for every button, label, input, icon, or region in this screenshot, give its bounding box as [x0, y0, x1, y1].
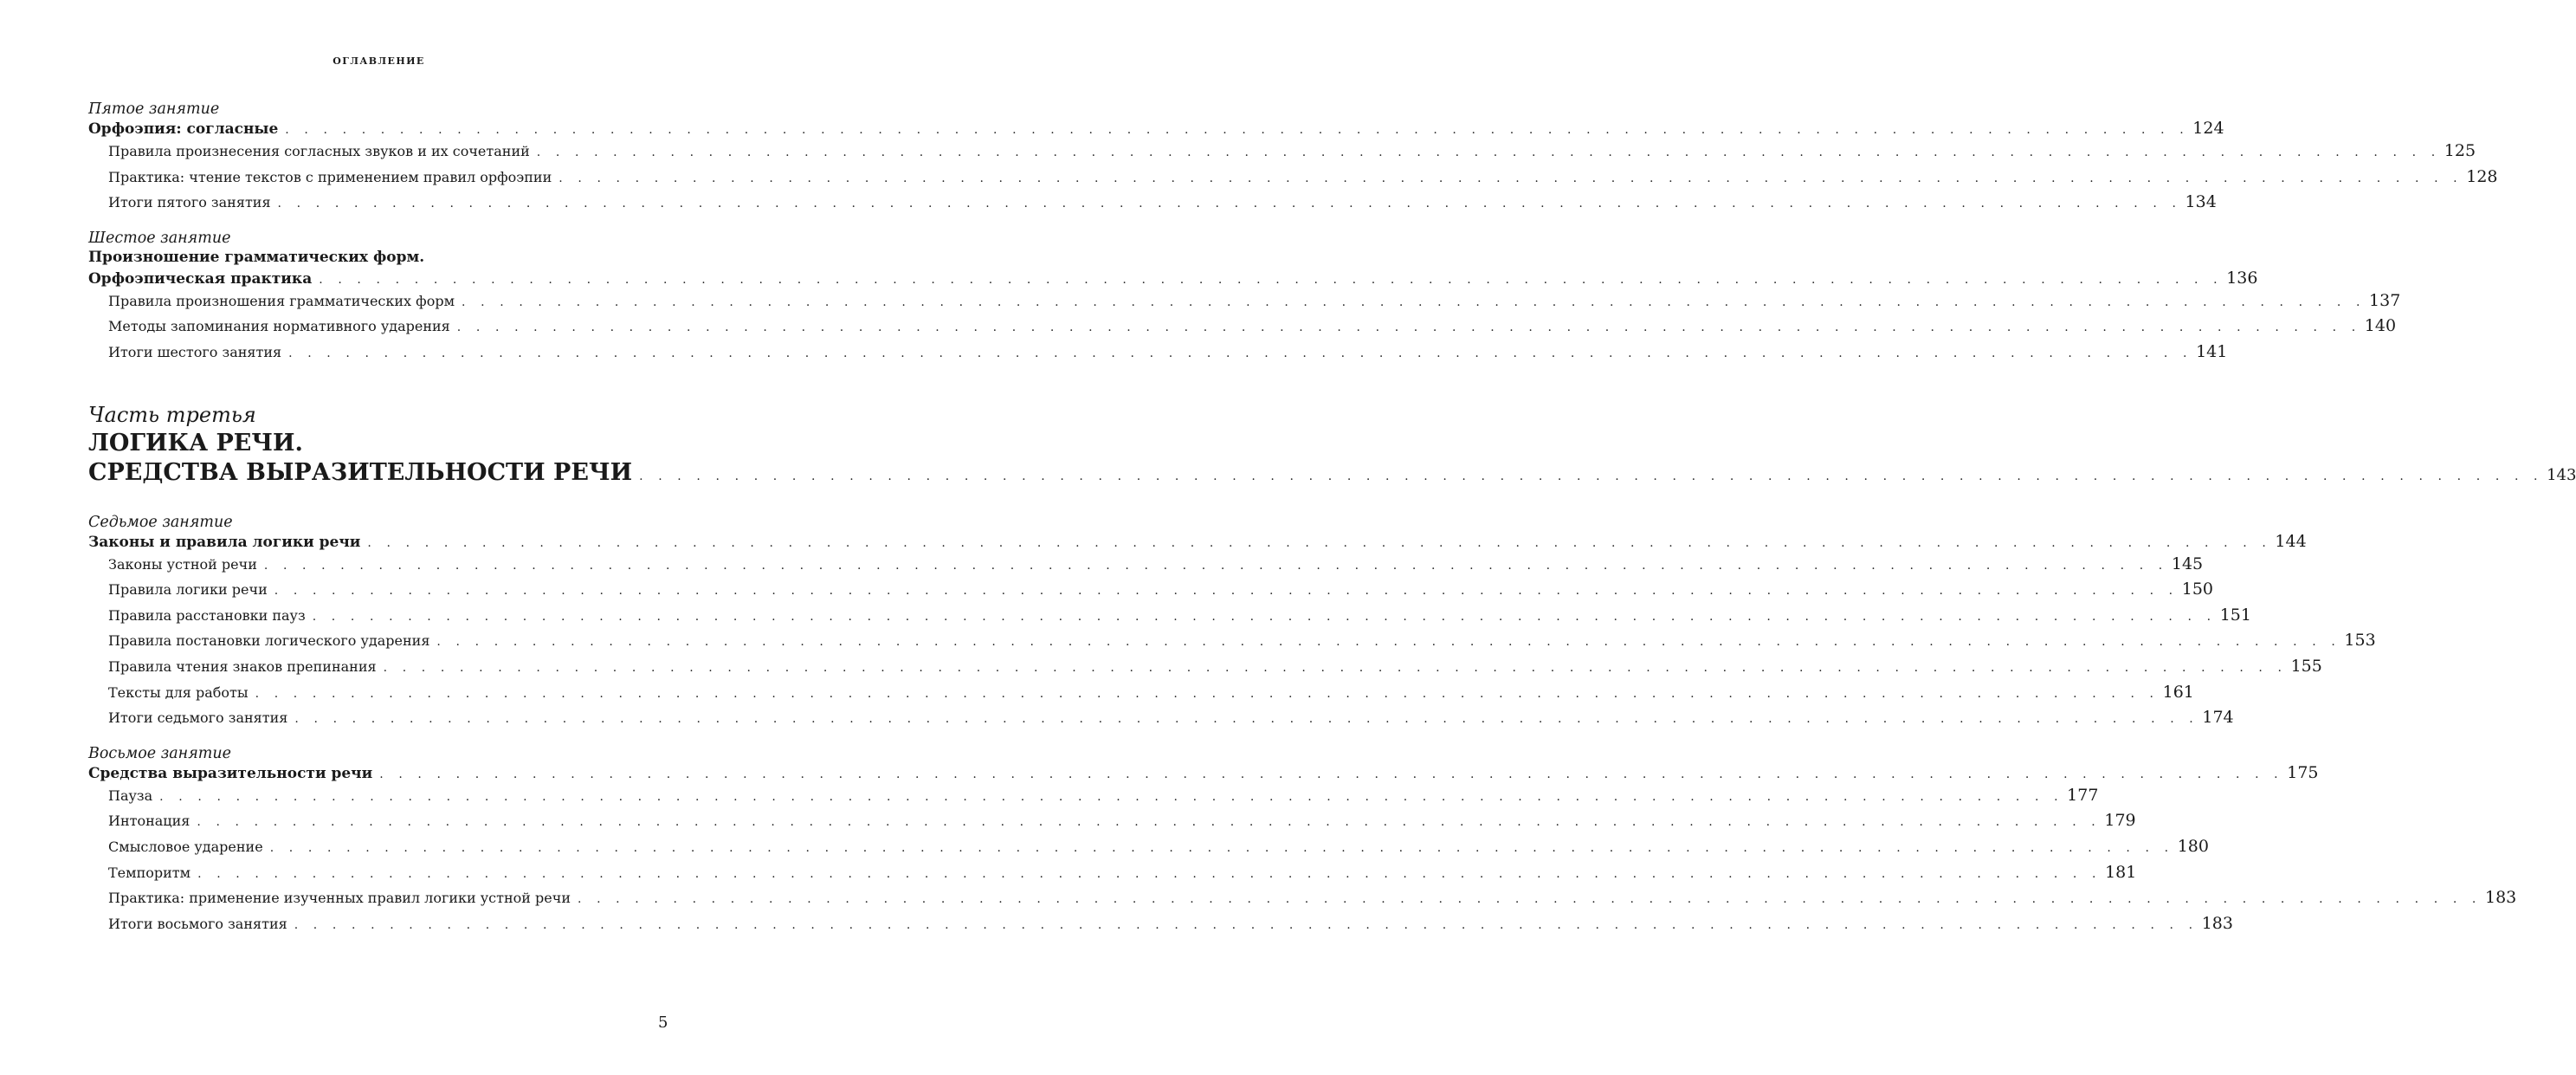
lesson-7-section: [88, 510, 2376, 731]
page-ref: 145: [2171, 554, 2204, 573]
page-ref: 181: [2105, 862, 2137, 882]
dot-leader: . . . . . . . . . . . . . . . . . . . . . . . . . . . . . . . . . . . . . . . . . . . . . . . . . . . . . . . . . . . . . . . . . . . . . . . . . . . . . . . . . . . . . . . . . . . . . . . . . . . .: [462, 295, 2366, 309]
dot-leader: . . . . . . . . . . . . . . . . . . . . . . . . . . . . . . . . . . . . . . . . . . . . . . . . . . . . . . . . . . . . . . . . . . . . . . . . . . . . . . . . . . . . . . . . . . . . . . . . . . . .: [274, 584, 2179, 599]
page-ref: 150: [2181, 580, 2214, 599]
toc-entry[interactable]: [88, 680, 2194, 706]
dot-leader: . . . . . . . . . . . . . . . . . . . . . . . . . . . . . . . . . . . . . . . . . . . . . . . . . . . . . . . . . . . . . . . . . . . . . . . . . . . . . . . . . . . . . . . . . . . . . . . . . . . .: [263, 558, 2168, 573]
page-ref: 161: [2162, 682, 2194, 702]
page-ref: 140: [2364, 316, 2397, 336]
dot-leader: . . . . . . . . . . . . . . . . . . . . . . . . . . . . . . . . . . . . . . . . . . . . . . . . . . . . . . . . . . . . . . . . . . . . . . . . . . . . . . . . . . . . . . . . . . . . . . . . . . . .: [456, 321, 2361, 335]
chapter-title: Законы и правила логики речи: [88, 533, 361, 551]
entry-title: Правила постановки логического ударения: [108, 632, 430, 650]
toc-entry[interactable]: [88, 190, 2217, 216]
toc-part-entry[interactable]: [88, 458, 2576, 488]
toc-entry[interactable]: [88, 628, 2376, 654]
entry-title: Итоги пятого занятия: [108, 194, 271, 211]
dot-leader: . . . . . . . . . . . . . . . . . . . . . . . . . . . . . . . . . . . . . . . . . . . . . . . . . . . . . . . . . . . . . . . . . . . . . . . . . . . . . . . . . . . . . . . . . . . . . . . . . . . .: [197, 866, 2102, 881]
entry-title: Интонация: [108, 813, 190, 830]
dot-leader: . . . . . . . . . . . . . . . . . . . . . . . . . . . . . . . . . . . . . . . . . . . . . . . . . . . . . . . . . . . . . . . . . . . . . . . . . . . . . . . . . . . . . . . . . . . . . . . . . . . .: [319, 272, 2224, 287]
entry-title: Пауза: [108, 787, 153, 804]
dot-leader: . . . . . . . . . . . . . . . . . . . . . . . . . . . . . . . . . . . . . . . . . . . . . . . . . . . . . . . . . . . . . . . . . . . . . . . . . . . . . . . . . . . . . . . . . . . . . . . . . . . .: [285, 123, 2190, 137]
page-ref: 125: [2444, 141, 2476, 160]
dot-leader: . . . . . . . . . . . . . . . . . . . . . . . . . . . . . . . . . . . . . . . . . . . . . . . . . . . . . . . . . . . . . . . . . . . . . . . . . . . . . . . . . . . . . . . . . . . . . . . . . . . .: [379, 767, 2284, 781]
page-ref: 153: [2344, 631, 2376, 651]
entry-title: Методы запоминания нормативного ударения: [108, 318, 450, 335]
entry-title: Правила логики речи: [108, 581, 268, 599]
table-of-contents: [88, 97, 2576, 947]
dot-leader: . . . . . . . . . . . . . . . . . . . . . . . . . . . . . . . . . . . . . . . . . . . . . . . . . . . . . . . . . . . . . . . . . . . . . . . . . . . . . . . . . . . . . . . . . . . . . . . . . . . .: [277, 197, 2182, 211]
page-ref: 134: [2185, 192, 2217, 212]
dot-leader: . . . . . . . . . . . . . . . . . . . . . . . . . . . . . . . . . . . . . . . . . . . . . . . . . . . . . . . . . . . . . . . . . . . . . . . . . . . . . . . . . . . . . . . . . . . . . . . . . . . .: [255, 686, 2160, 701]
page-ref: 183: [2201, 913, 2233, 933]
chapter-title: Средства выразительности речи: [88, 764, 373, 782]
toc-chapter-entry[interactable]: [88, 118, 2224, 139]
toc-entry[interactable]: [88, 340, 2228, 366]
toc-entry[interactable]: [88, 314, 2397, 340]
dot-leader: . . . . . . . . . . . . . . . . . . . . . . . . . . . . . . . . . . . . . . . . . . . . . . . . . . . . . . . . . . . . . . . . . . . . . . . . . . . . . . . . . . . . . . . . . . . . . . . . . . . .: [312, 609, 2217, 624]
toc-entry[interactable]: [88, 705, 2234, 731]
entry-title: Правила чтения знаков препинания: [108, 657, 377, 675]
part-label: Часть третья: [88, 402, 256, 427]
toc-entry[interactable]: [88, 139, 2476, 165]
entry-title: Законы устной речи: [108, 555, 257, 573]
entry-title: Итоги седьмого занятия: [108, 709, 288, 727]
toc-entry[interactable]: [88, 783, 2099, 809]
page-ref: 124: [2192, 119, 2224, 138]
page-ref: 183: [2484, 888, 2517, 908]
lesson-8-section: [88, 741, 2517, 937]
dot-leader: . . . . . . . . . . . . . . . . . . . . . . . . . . . . . . . . . . . . . . . . . . . . . . . . . . . . . . . . . . . . . . . . . . . . . . . . . . . . . . . . . . . . . . . . . . . . . . . . . . . .: [288, 346, 2193, 360]
page-ref: 174: [2202, 708, 2234, 728]
lesson-label: Восьмое занятие: [88, 744, 232, 762]
chapter-title-line1[interactable]: Произношение грамматических форм.: [88, 248, 425, 266]
part-3-heading: [88, 398, 2576, 488]
lesson-6-section: [88, 226, 2401, 366]
toc-entry[interactable]: [88, 654, 2322, 680]
dot-leader: . . . . . . . . . . . . . . . . . . . . . . . . . . . . . . . . . . . . . . . . . . . . . . . . . . . . . . . . . . . . . . . . . . . . . . . . . . . . . . . . . . . . . . . . . . . . . . . . . . . .: [558, 171, 2463, 185]
page-ref: 143: [2547, 465, 2576, 484]
page-ref: 144: [2275, 531, 2307, 551]
toc-entry[interactable]: [88, 860, 2137, 886]
toc-chapter-entry[interactable]: [88, 762, 2319, 783]
entry-title: Правила расстановки пауз: [108, 606, 306, 624]
lesson-label: Седьмое занятие: [88, 513, 233, 531]
entry-title: Смысловое ударение: [108, 838, 263, 855]
dot-leader: . . . . . . . . . . . . . . . . . . . . . . . . . . . . . . . . . . . . . . . . . . . . . . . . . . . . . . . . . . . . . . . . . . . . . . . . . . . . . . . . . . . . . . . . . . . . . . . . . . . .: [577, 892, 2482, 907]
entry-title: Тексты для работы: [108, 683, 249, 701]
dot-leader: . . . . . . . . . . . . . . . . . . . . . . . . . . . . . . . . . . . . . . . . . . . . . . . . . . . . . . . . . . . . . . . . . . . . . . . . . . . . . . . . . . . . . . . . . . . . . . . . . . . .: [383, 660, 2288, 675]
toc-entry[interactable]: [88, 603, 2251, 629]
entry-title: Итоги восьмого занятия: [108, 915, 287, 932]
toc-entry[interactable]: [88, 885, 2517, 911]
dot-leader: . . . . . . . . . . . . . . . . . . . . . . . . . . . . . . . . . . . . . . . . . . . . . . . . . . . . . . . . . . . . . . . . . . . . . . . . . . . . . . . . . . . . . . . . . . . . . . . . . . . .: [269, 840, 2174, 855]
page-ref: 177: [2067, 785, 2099, 805]
lesson-5-section: [88, 97, 2498, 216]
toc-chapter-entry[interactable]: [88, 268, 2258, 288]
page-ref: 179: [2104, 811, 2136, 831]
toc-entry[interactable]: [88, 165, 2498, 191]
dot-leader: . . . . . . . . . . . . . . . . . . . . . . . . . . . . . . . . . . . . . . . . . . . . . . . . . . . . . . . . . . . . . . . . . . . . . . . . . . . . . . . . . . . . . . . . . . . . . . . . . . . .: [536, 146, 2441, 159]
chapter-title: Орфоэпия: согласные: [88, 120, 279, 138]
toc-entry[interactable]: [88, 834, 2209, 860]
running-head: ОГЛАВЛЕНИЕ: [332, 55, 425, 67]
page-ref: 128: [2466, 166, 2498, 186]
page-ref: 155: [2290, 656, 2322, 676]
toc-entry[interactable]: [88, 288, 2401, 314]
dot-leader: . . . . . . . . . . . . . . . . . . . . . . . . . . . . . . . . . . . . . . . . . . . . . . . . . . . . . . . . . . . . . . . . . . . . . . . . . . . . . . . . . . . . . . . . . . . . . . . . . . . .: [159, 789, 2064, 804]
page-ref: 175: [2287, 762, 2319, 782]
dot-leader: . . . . . . . . . . . . . . . . . . . . . . . . . . . . . . . . . . . . . . . . . . . . . . . . . . . . . . . . . . . . . . . . . . . . . . . . . . . . . . . . . . . . . . . . . . . . . . . . . . . .: [294, 712, 2199, 727]
dot-leader: . . . . . . . . . . . . . . . . . . . . . . . . . . . . . . . . . . . . . . . . . . . . . . . . . . . . . . . . . . . . . . . . . . . . . . . . . . . . . . . . . . . . . . . . . . . . . . . . . . . .: [197, 815, 2101, 830]
entry-title: Правила произношения грамматических форм: [108, 292, 455, 309]
page-ref: 151: [2219, 605, 2251, 625]
chapter-title: Орфоэпическая практика: [88, 269, 313, 288]
dot-leader: . . . . . . . . . . . . . . . . . . . . . . . . . . . . . . . . . . . . . . . . . . . . . . . . . . . . . . . . . . . . . . . . . . . . . . . . . . . . . . . . . . . . . . . . . . . . . . . . . . . .: [436, 635, 2341, 650]
entry-title: Темпоритм: [108, 864, 191, 881]
lesson-label: Шестое занятие: [88, 229, 231, 247]
page-ref: 141: [2196, 341, 2228, 361]
page-ref: 137: [2369, 290, 2401, 310]
toc-entry[interactable]: [88, 808, 2136, 834]
page-number: 5: [658, 1013, 668, 1032]
entry-title: Практика: применение изученных правил логики устной речи: [108, 890, 571, 907]
dot-leader: . . . . . . . . . . . . . . . . . . . . . . . . . . . . . . . . . . . . . . . . . . . . . . . . . . . . . . . . . . . . . . . . . . . . . . . . . . . . . . . . . . . . . . . . . . . . . . . . . . . .: [367, 535, 2272, 550]
page-ref: 136: [2226, 268, 2258, 288]
entry-title: Итоги шестого занятия: [108, 343, 282, 360]
part-title: СРЕДСТВА ВЫРАЗИТЕЛЬНОСТИ РЕЧИ: [88, 458, 633, 486]
toc-chapter-entry[interactable]: [88, 531, 2307, 552]
entry-title: Правила произнесения согласных звуков и их сочетаний: [108, 143, 530, 159]
toc-entry[interactable]: [88, 577, 2214, 603]
part-title-line1[interactable]: ЛОГИКА РЕЧИ.: [88, 429, 303, 457]
lesson-label: Пятое занятие: [88, 100, 220, 118]
page-ref: 180: [2177, 836, 2209, 856]
dot-leader: . . . . . . . . . . . . . . . . . . . . . . . . . . . . . . . . . . . . . . . . . . . . . . . . . . . . . . . . . . . . . . . . . . . . . . . . . . . . . . . . . . . . . . . . . . . . . . . . . . . .: [639, 469, 2544, 483]
toc-entry[interactable]: [88, 552, 2204, 578]
toc-entry[interactable]: [88, 911, 2233, 937]
dot-leader: . . . . . . . . . . . . . . . . . . . . . . . . . . . . . . . . . . . . . . . . . . . . . . . . . . . . . . . . . . . . . . . . . . . . . . . . . . . . . . . . . . . . . . . . . . . . . . . . . . . .: [294, 917, 2198, 932]
entry-title: Практика: чтение текстов с применением правил орфоэпии: [108, 168, 552, 185]
